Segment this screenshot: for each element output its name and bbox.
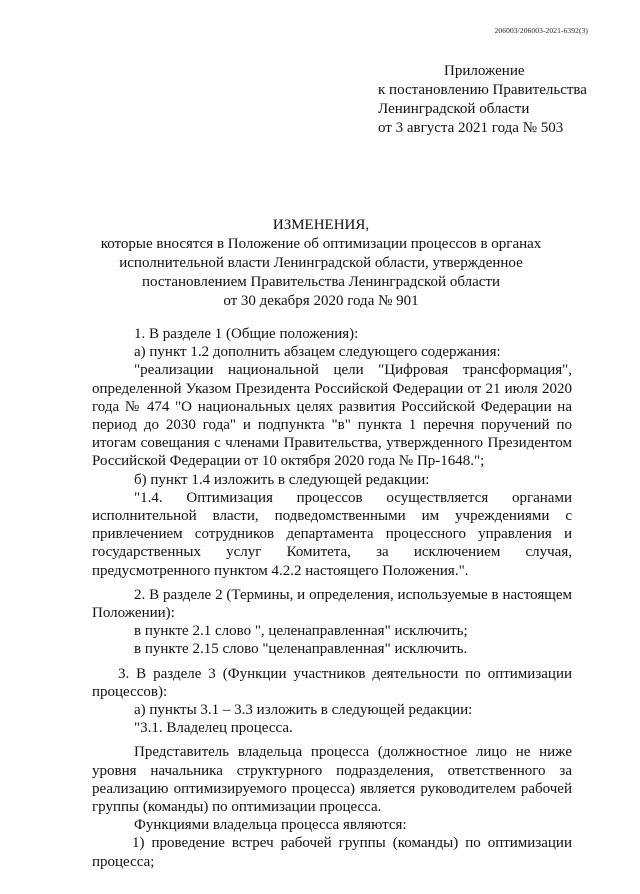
paragraph: Представитель владельца процесса (должностное лицо не ниже уровня начальника структурного подразделения, ответственного за реализацию оптимизируемого процесса) является руководителем рабочей группы (команды) по оптимизации процесса. (92, 744, 572, 816)
heading-title: ИЗМЕНЕНИЯ, (272, 217, 370, 233)
appendix-block (378, 62, 587, 138)
heading-line: от 30 декабря 2020 года № 901 (223, 293, 419, 309)
paragraph: "реализации национальной цели "Цифровая трансформация", определенной Указом Президента Российской Федерации от 21 июля 2020 года № 474 "О национальных целях развития Российской Федерации на период до 2030 года" и подпункта "в" пункта 1 перечня поручений по итогам совещания с членами Правительства, утвержденного Президентом Российской Федерации от 10 октября 2020 года № Пр-1648."; (92, 362, 572, 470)
document-heading (90, 216, 552, 311)
heading-line: которые вносятся в Положение об оптимизации процессов в органах (100, 236, 542, 252)
heading-line: исполнительной власти Ленинградской области, утвержденное (119, 255, 523, 271)
appendix-line: Ленинградской области (378, 101, 530, 117)
paragraph: в пункте 2.1 слово ", целенаправленная" исключить; (134, 623, 468, 640)
paragraph: 1. В разделе 1 (Общие положения): (134, 326, 359, 342)
paragraph: а) пункты 3.1 – 3.3 изложить в следующей редакции: (134, 702, 473, 719)
paragraph: 3. В разделе 3 (Функции участников деятельности по оптимизации процессов): (92, 665, 572, 700)
appendix-line: от 3 августа 2021 года № 503 (378, 120, 564, 136)
paragraph: б) пункт 1.4 изложить в следующей редакции: (134, 471, 430, 488)
paragraph: 2. В разделе 2 (Термины, и определения, используемые в настоящем Положении): (92, 586, 572, 622)
document-body (92, 325, 572, 871)
paragraph: а) пункт 1.2 дополнить абзацем следующего содержания: (134, 344, 501, 361)
document-id: 206003/206003-2021-6392(3) (494, 26, 588, 35)
appendix-line: к постановлению Правительства (378, 82, 587, 98)
paragraph: 1) проведение встреч рабочей группы (команды) по оптимизации процесса; (92, 835, 572, 870)
paragraph: в пункте 2.15 слово "целенаправленная" исключить. (134, 641, 468, 658)
heading-line: постановлением Правительства Ленинградской области (142, 274, 500, 290)
paragraph: "1.4. Оптимизация процессов осуществляется органами исполнительной власти, подведомственными им учреждениями с привлечением сотрудников департамента процессного управления и государственных услуг Комитета, за исключением случая, предусмотренного пунктом 4.2.2 настоящего Положения.". (92, 489, 572, 579)
paragraph: Функциями владельца процесса являются: (134, 817, 407, 834)
appendix-line: Приложение (444, 63, 525, 79)
paragraph: "3.1. Владелец процесса. (134, 720, 293, 737)
